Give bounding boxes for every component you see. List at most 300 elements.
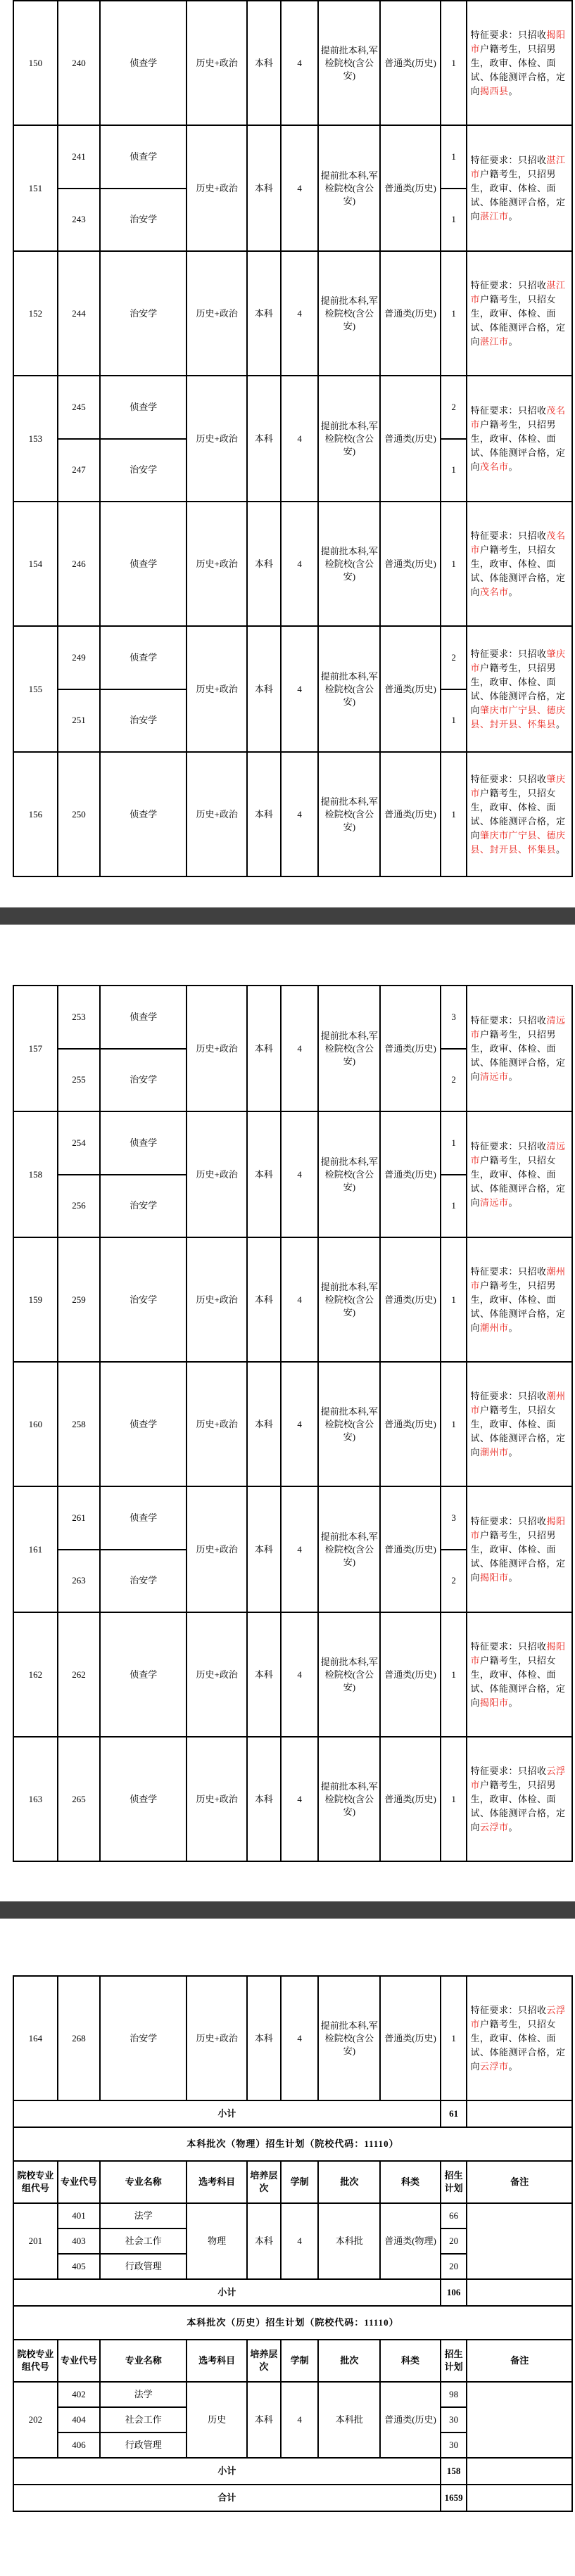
requirement-req-post: 。 <box>508 2060 519 2072</box>
requirement-req-mid: 户籍考生，只招男生，政审、体检、面试、体能测评合格，定向 <box>470 1529 566 1583</box>
major-name: 侦查学 <box>100 1111 187 1175</box>
header-row <box>13 2161 572 2203</box>
requirement-cell <box>467 1111 572 1237</box>
category: 普通类(历史) <box>380 1737 441 1861</box>
requirement-req-post: 。 <box>555 843 566 855</box>
requirement-req-pre: 特征要求：只招收 <box>470 1765 547 1776</box>
table-row <box>13 502 572 626</box>
requirement-req-dest: 云浮市 <box>479 2060 509 2072</box>
education-level: 本科 <box>247 986 281 1111</box>
major-name: 治安学 <box>100 689 187 753</box>
requirement-req-city: 潮州市 <box>470 1265 566 1291</box>
subtotal-row <box>13 2458 572 2485</box>
admission-table-2 <box>13 985 573 1862</box>
section-title-row <box>13 2306 572 2340</box>
study-years: 4 <box>281 1486 319 1612</box>
header-name: 专业名称 <box>100 2161 187 2203</box>
table-row <box>13 1362 572 1486</box>
header-note: 备注 <box>467 2340 572 2382</box>
requirement-req-mid: 户籍考生，只招男生，政审、体检、面试、体能测评合格，定向 <box>470 1028 566 1082</box>
batch: 提前批本科,军检院校(含公安) <box>318 1486 380 1612</box>
requirement-req-pre: 特征要求：只招收 <box>470 29 547 40</box>
header-subject: 选考科目 <box>187 2340 247 2382</box>
requirement-req-pre: 特征要求：只招收 <box>470 2004 547 2015</box>
requirement-cell <box>467 1237 572 1362</box>
batch: 提前批本科,军检院校(含公安) <box>318 986 380 1111</box>
major-code: 402 <box>58 2382 100 2407</box>
major-name: 侦查学 <box>100 125 187 189</box>
major-code: 256 <box>58 1175 100 1238</box>
requirement-req-city: 肇庆市 <box>470 648 566 673</box>
requirement-req-post: 。 <box>508 461 519 472</box>
requirement-req-city: 清远市 <box>470 1140 566 1166</box>
requirement-req-dest: 揭阳市 <box>479 1697 509 1708</box>
major-name: 行政管理 <box>100 2432 187 2458</box>
header-plan: 招生计划 <box>441 2161 467 2203</box>
requirement-req-city: 茂名市 <box>470 404 566 430</box>
batch: 提前批本科,军检院校(含公安) <box>318 376 380 502</box>
major-name: 治安学 <box>100 189 187 252</box>
education-level: 本科 <box>247 251 281 376</box>
batch: 提前批本科,军检院校(含公安) <box>318 251 380 376</box>
requirement-req-pre: 特征要求：只招收 <box>470 154 547 165</box>
header-note: 备注 <box>467 2161 572 2203</box>
requirement-req-dest: 茂名市 <box>479 461 509 472</box>
requirement-req-dest: 清远市 <box>479 1071 509 1082</box>
requirement-cell <box>467 752 572 876</box>
major-code: 258 <box>58 1362 100 1486</box>
requirement-req-pre: 特征要求：只招收 <box>470 530 547 541</box>
plan-count: 2 <box>441 626 467 689</box>
requirement-cell <box>467 1362 572 1486</box>
subtotal-row <box>13 2279 572 2306</box>
major-name: 法学 <box>100 2382 187 2407</box>
requirement-cell <box>467 1737 572 1861</box>
batch: 提前批本科,军检院校(含公安) <box>318 1612 380 1737</box>
table-row <box>13 1976 572 2100</box>
page-separator <box>0 907 575 924</box>
major-name: 侦查学 <box>100 376 187 439</box>
education-level: 本科 <box>247 376 281 502</box>
plan-count: 2 <box>441 1049 467 1112</box>
group-number: 155 <box>13 626 58 752</box>
requirement-req-city: 揭阳市 <box>470 1640 566 1666</box>
plan-count: 1 <box>441 1237 467 1362</box>
study-years: 4 <box>281 1111 319 1237</box>
major-name: 治安学 <box>100 439 187 502</box>
requirement-req-mid: 户籍考生，只招男生，政审、体检、面试、体能测评合格，定向 <box>470 662 566 715</box>
table-row <box>13 1 572 125</box>
major-code: 246 <box>58 502 100 626</box>
major-name: 侦查学 <box>100 1 187 125</box>
subtotal-label: 小计 <box>13 2279 441 2306</box>
requirement-req-dest: 揭阳市 <box>479 1571 509 1583</box>
requirement-req-mid: 户籍考生，只招男生，政审、体检、面试、体能测评合格，定向 <box>470 43 566 96</box>
table-row <box>13 2382 572 2407</box>
group-number: 154 <box>13 502 58 626</box>
requirement-req-mid: 户籍考生，只招男生，政审、体检、面试、体能测评合格，定向 <box>470 1779 566 1832</box>
subject-requirement: 历史+政治 <box>187 251 247 376</box>
study-years: 4 <box>281 1 319 125</box>
plan-count: 20 <box>441 2254 467 2279</box>
major-code: 245 <box>58 376 100 439</box>
subtotal-note <box>467 2458 572 2485</box>
education-level: 本科 <box>247 1737 281 1861</box>
group-number: 163 <box>13 1737 58 1861</box>
header-years: 学制 <box>281 2161 319 2203</box>
requirement-req-city: 清远市 <box>470 1014 566 1040</box>
table-row <box>13 752 572 876</box>
header-category: 科类 <box>380 2340 441 2382</box>
study-years: 4 <box>281 502 319 626</box>
plan-count: 1 <box>441 689 467 753</box>
plan-count: 1 <box>441 1737 467 1861</box>
requirement-cell <box>467 376 572 502</box>
category: 普通类(历史) <box>380 376 441 502</box>
plan-count: 1 <box>441 439 467 502</box>
study-years: 4 <box>281 1976 319 2100</box>
batch: 提前批本科,军检院校(含公安) <box>318 1111 380 1237</box>
requirement-req-city: 湛江市 <box>470 279 566 305</box>
subtotal-label: 小计 <box>13 2100 441 2127</box>
table-row <box>13 1486 572 1550</box>
education-level: 本科 <box>247 125 281 251</box>
requirement-req-dest: 云浮市 <box>479 1821 509 1832</box>
major-code: 403 <box>58 2229 100 2254</box>
education-level: 本科 <box>247 1612 281 1737</box>
plan-count: 3 <box>441 986 467 1049</box>
category: 普通类(历史) <box>380 1111 441 1237</box>
table-row <box>13 1111 572 1175</box>
subject-requirement: 历史+政治 <box>187 1362 247 1486</box>
header-group: 院校专业组代号 <box>13 2340 58 2382</box>
requirement-req-mid: 户籍考生，只招女生，政审、体检、面试、体能测评合格，定向 <box>470 293 566 347</box>
batch: 提前批本科,军检院校(含公安) <box>318 1 380 125</box>
group-code: 201 <box>13 2203 58 2279</box>
major-name: 社会工作 <box>100 2229 187 2254</box>
major-name: 侦查学 <box>100 752 187 876</box>
major-name: 治安学 <box>100 1049 187 1112</box>
subject-requirement: 历史+政治 <box>187 1612 247 1737</box>
requirement-cell <box>467 986 572 1111</box>
education-level: 本科 <box>247 1 281 125</box>
subtotal-value: 158 <box>441 2458 467 2485</box>
subtotal-value: 106 <box>441 2279 467 2306</box>
note-cell <box>467 2203 572 2279</box>
header-row <box>13 2340 572 2382</box>
subtotal-note <box>467 2279 572 2306</box>
major-name: 侦查学 <box>100 502 187 626</box>
header-level: 培养层次 <box>247 2161 281 2203</box>
header-code: 专业代号 <box>58 2340 100 2382</box>
study-years: 4 <box>281 2382 319 2458</box>
category: 普通类(历史) <box>380 1362 441 1486</box>
plan-count: 2 <box>441 1550 467 1613</box>
requirement-req-mid: 户籍考生，只招女生，政审、体检、面试、体能测评合格，定向 <box>470 1404 566 1458</box>
requirement-req-city: 肇庆市 <box>470 773 566 798</box>
header-plan: 招生计划 <box>441 2340 467 2382</box>
requirement-req-mid: 户籍考生，只招女生，政审、体检、面试、体能测评合格，定向 <box>470 1654 566 1708</box>
table-row <box>13 251 572 376</box>
admission-table-3 <box>13 1975 573 2512</box>
education-level: 本科 <box>247 1237 281 1362</box>
requirement-cell <box>467 1976 572 2100</box>
plan-count: 30 <box>441 2432 467 2458</box>
requirement-req-city: 云浮市 <box>470 2004 566 2029</box>
admission-table-1 <box>13 0 573 877</box>
requirement-req-dest: 肇庆市广宁县、德庆县、封开县、怀集县 <box>470 829 566 855</box>
requirement-cell <box>467 626 572 752</box>
table-row <box>13 2203 572 2229</box>
group-number: 158 <box>13 1111 58 1237</box>
table-row <box>13 376 572 439</box>
plan-count: 1 <box>441 1 467 125</box>
plan-count: 1 <box>441 1362 467 1486</box>
requirement-req-dest: 茂名市 <box>479 586 509 597</box>
requirement-req-post: 。 <box>508 1071 519 1082</box>
major-code: 404 <box>58 2407 100 2432</box>
major-code: 265 <box>58 1737 100 1861</box>
major-code: 262 <box>58 1612 100 1737</box>
plan-count: 1 <box>441 1175 467 1238</box>
batch: 提前批本科,军检院校(含公安) <box>318 1976 380 2100</box>
subtotal-row <box>13 2100 572 2127</box>
group-number: 157 <box>13 986 58 1111</box>
major-code: 253 <box>58 986 100 1049</box>
category: 普通类(历史) <box>380 1 441 125</box>
total-note <box>467 2485 572 2511</box>
plan-count: 1 <box>441 189 467 252</box>
major-code: 261 <box>58 1486 100 1550</box>
category: 普通类(历史) <box>380 251 441 376</box>
education-level: 本科 <box>247 1111 281 1237</box>
subtotal-note <box>467 2100 572 2127</box>
requirement-req-mid: 户籍考生，只招男生，政审、体检、面试、体能测评合格，定向 <box>470 419 566 472</box>
requirement-req-pre: 特征要求：只招收 <box>470 404 547 416</box>
requirement-req-mid: 户籍考生，只招女生，政审、体检、面试、体能测评合格，定向 <box>470 2018 566 2072</box>
major-code: 255 <box>58 1049 100 1112</box>
batch: 提前批本科,军检院校(含公安) <box>318 752 380 876</box>
requirement-req-post: 。 <box>555 718 566 729</box>
plan-count: 1 <box>441 251 467 376</box>
requirement-cell <box>467 502 572 626</box>
subject-requirement: 历史+政治 <box>187 986 247 1111</box>
plan-count: 1 <box>441 752 467 876</box>
group-number: 164 <box>13 1976 58 2100</box>
subject-requirement: 历史+政治 <box>187 1111 247 1237</box>
subtotal-value: 61 <box>441 2100 467 2127</box>
plan-count: 1 <box>441 502 467 626</box>
major-code: 244 <box>58 251 100 376</box>
header-level: 培养层次 <box>247 2340 281 2382</box>
group-number: 153 <box>13 376 58 502</box>
plan-count: 1 <box>441 1612 467 1737</box>
header-group: 院校专业组代号 <box>13 2161 58 2203</box>
requirement-req-mid: 户籍考生，只招男生，政审、体检、面试、体能测评合格，定向 <box>470 1280 566 1333</box>
table-row <box>13 1737 572 1861</box>
batch: 本科批 <box>318 2382 380 2458</box>
study-years: 4 <box>281 1362 319 1486</box>
subject-requirement: 历史+政治 <box>187 125 247 251</box>
group-number: 151 <box>13 125 58 251</box>
requirement-req-pre: 特征要求：只招收 <box>470 1390 547 1401</box>
major-name: 行政管理 <box>100 2254 187 2279</box>
requirement-req-dest: 清远市 <box>479 1197 509 1208</box>
requirement-req-mid: 户籍考生，只招女生，政审、体检、面试、体能测评合格，定向 <box>470 787 566 841</box>
requirement-req-city: 湛江市 <box>470 154 566 179</box>
header-years: 学制 <box>281 2340 319 2382</box>
education-level: 本科 <box>247 502 281 626</box>
subject-requirement: 历史+政治 <box>187 1 247 125</box>
batch: 提前批本科,军检院校(含公安) <box>318 1737 380 1861</box>
batch: 本科批 <box>318 2203 380 2279</box>
education-level: 本科 <box>247 2203 281 2279</box>
subject-requirement: 历史+政治 <box>187 626 247 752</box>
header-batch: 批次 <box>318 2161 380 2203</box>
major-name: 治安学 <box>100 1175 187 1238</box>
total-value: 1659 <box>441 2485 467 2511</box>
section-title: 本科批次（物理）招生计划（院校代码：11110） <box>13 2127 572 2161</box>
requirement-req-mid: 户籍考生，只招女生，政审、体检、面试、体能测评合格，定向 <box>470 1154 566 1208</box>
section-title-row <box>13 2127 572 2161</box>
requirement-req-post: 。 <box>508 1697 519 1708</box>
total-row <box>13 2485 572 2511</box>
category: 普通类(历史) <box>380 986 441 1111</box>
category: 普通类(历史) <box>380 1612 441 1737</box>
major-code: 247 <box>58 439 100 502</box>
major-name: 侦查学 <box>100 1612 187 1737</box>
batch: 提前批本科,军检院校(含公安) <box>318 1362 380 1486</box>
major-name: 法学 <box>100 2203 187 2229</box>
requirement-cell <box>467 1 572 125</box>
header-code: 专业代号 <box>58 2161 100 2203</box>
major-code: 406 <box>58 2432 100 2458</box>
study-years: 4 <box>281 376 319 502</box>
requirement-req-pre: 特征要求：只招收 <box>470 1515 547 1526</box>
study-years: 4 <box>281 251 319 376</box>
header-subject: 选考科目 <box>187 2161 247 2203</box>
education-level: 本科 <box>247 752 281 876</box>
note-cell <box>467 2382 572 2458</box>
major-name: 治安学 <box>100 251 187 376</box>
category: 普通类(历史) <box>380 1976 441 2100</box>
plan-count: 1 <box>441 1976 467 2100</box>
plan-count: 1 <box>441 1111 467 1175</box>
requirement-req-pre: 特征要求：只招收 <box>470 648 547 659</box>
study-years: 4 <box>281 1237 319 1362</box>
header-category: 科类 <box>380 2161 441 2203</box>
major-name: 治安学 <box>100 1550 187 1613</box>
category: 普通类(历史) <box>380 2382 441 2458</box>
requirement-req-pre: 特征要求：只招收 <box>470 1640 547 1652</box>
requirement-req-dest: 肇庆市广宁县、德庆县、封开县、怀集县 <box>470 704 566 729</box>
major-name: 侦查学 <box>100 626 187 689</box>
requirement-cell <box>467 125 572 251</box>
batch: 提前批本科,军检院校(含公安) <box>318 125 380 251</box>
major-name: 社会工作 <box>100 2407 187 2432</box>
plan-count: 1 <box>441 125 467 189</box>
requirement-req-post: 。 <box>508 336 519 347</box>
table-row <box>13 1612 572 1737</box>
study-years: 4 <box>281 752 319 876</box>
category: 普通类(历史) <box>380 502 441 626</box>
major-code: 240 <box>58 1 100 125</box>
major-code: 263 <box>58 1550 100 1613</box>
group-number: 156 <box>13 752 58 876</box>
requirement-req-post: 。 <box>508 1571 519 1583</box>
subject-requirement: 历史+政治 <box>187 1737 247 1861</box>
table-row <box>13 986 572 1049</box>
major-name: 侦查学 <box>100 1737 187 1861</box>
requirement-req-city: 潮州市 <box>470 1390 566 1415</box>
requirement-req-pre: 特征要求：只招收 <box>470 1265 547 1277</box>
category: 普通类(历史) <box>380 125 441 251</box>
plan-count: 66 <box>441 2203 467 2229</box>
education-level: 本科 <box>247 1362 281 1486</box>
major-name: 治安学 <box>100 1237 187 1362</box>
group-number: 160 <box>13 1362 58 1486</box>
subject-requirement: 历史+政治 <box>187 1237 247 1362</box>
study-years: 4 <box>281 1737 319 1861</box>
total-label: 合计 <box>13 2485 441 2511</box>
group-number: 162 <box>13 1612 58 1737</box>
major-name: 治安学 <box>100 1976 187 2100</box>
education-level: 本科 <box>247 2382 281 2458</box>
requirement-req-city: 揭阳市 <box>470 1515 566 1541</box>
group-number: 150 <box>13 1 58 125</box>
education-level: 本科 <box>247 1976 281 2100</box>
requirement-req-post: 。 <box>508 1322 519 1333</box>
subject-requirement: 历史+政治 <box>187 1976 247 2100</box>
header-batch: 批次 <box>318 2340 380 2382</box>
requirement-req-dest: 揭西县 <box>479 85 509 96</box>
education-level: 本科 <box>247 626 281 752</box>
subject-requirement: 历史 <box>187 2382 247 2458</box>
requirement-req-post: 。 <box>508 1821 519 1832</box>
requirement-req-post: 。 <box>508 210 519 222</box>
requirement-req-pre: 特征要求：只招收 <box>470 1014 547 1026</box>
requirement-req-pre: 特征要求：只招收 <box>470 773 547 784</box>
category: 普通类(历史) <box>380 1486 441 1612</box>
subject-requirement: 历史+政治 <box>187 752 247 876</box>
major-name: 侦查学 <box>100 1486 187 1550</box>
category: 普通类(历史) <box>380 752 441 876</box>
subject-requirement: 历史+政治 <box>187 1486 247 1612</box>
requirement-req-post: 。 <box>508 586 519 597</box>
group-number: 161 <box>13 1486 58 1612</box>
requirement-req-post: 。 <box>508 1446 519 1458</box>
requirement-cell <box>467 1486 572 1612</box>
major-code: 251 <box>58 689 100 753</box>
major-code: 249 <box>58 626 100 689</box>
category: 普通类(物理) <box>380 2203 441 2279</box>
plan-count: 3 <box>441 1486 467 1550</box>
subject-requirement: 历史+政治 <box>187 376 247 502</box>
major-code: 268 <box>58 1976 100 2100</box>
requirement-req-dest: 潮州市 <box>479 1446 509 1458</box>
batch: 提前批本科,军检院校(含公安) <box>318 502 380 626</box>
requirement-req-post: 。 <box>508 85 519 96</box>
category: 普通类(历史) <box>380 1237 441 1362</box>
table-row <box>13 125 572 189</box>
study-years: 4 <box>281 1612 319 1737</box>
group-number: 159 <box>13 1237 58 1362</box>
study-years: 4 <box>281 125 319 251</box>
major-code: 401 <box>58 2203 100 2229</box>
major-code: 405 <box>58 2254 100 2279</box>
section-title: 本科批次（历史）招生计划（院校代码：11110） <box>13 2306 572 2340</box>
table-row <box>13 1237 572 1362</box>
